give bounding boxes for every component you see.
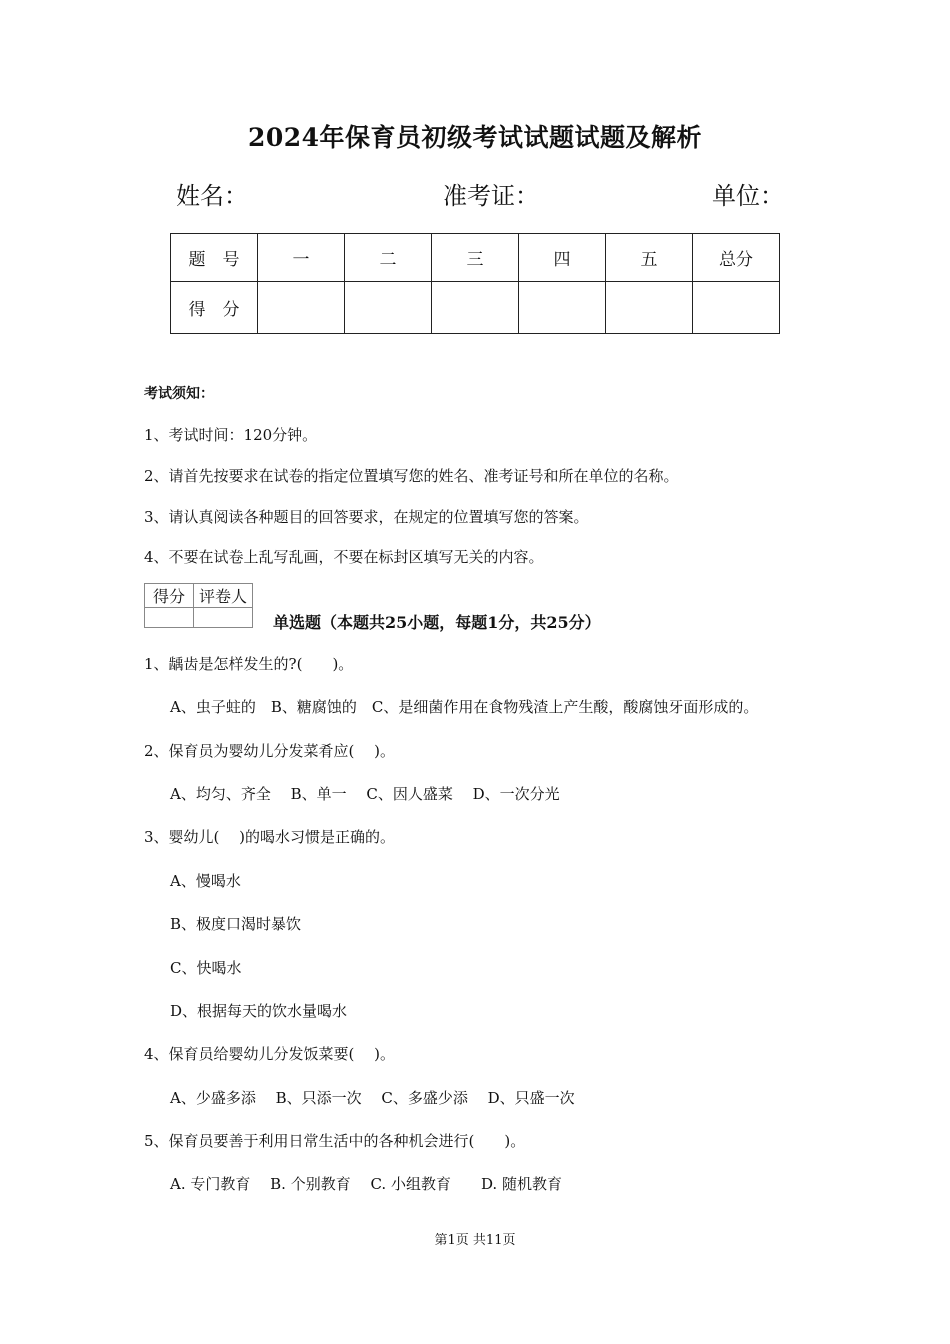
unit-label: 单位： (712, 182, 784, 210)
score-input-cell[interactable] (345, 282, 432, 334)
notes-item: 2、请首先按要求在试卷的指定位置填写您的姓名、准考证号和所在单位的名称。 (144, 467, 679, 485)
grader-name-label: 评卷人 (194, 584, 253, 608)
question-options: A、少盛多添 B、只添一次 C、多盛少添 D、只盛一次 (170, 1089, 575, 1107)
question-stem: 5、保育员要善于利用日常生活中的各种机会进行( )。 (144, 1132, 526, 1150)
question-stem: 1、龋齿是怎样发生的?( )。 (144, 655, 354, 673)
question-options: A、虫子蛀的 B、糖腐蚀的 C、是细菌作用在食物残渣上产生酸，酸腐蚀牙面形成的。 (170, 698, 759, 716)
question-option: A、慢喝水 (170, 872, 241, 890)
question-stem: 2、保育员为婴幼儿分发菜肴应( )。 (144, 742, 396, 760)
question-option: D、根据每天的饮水量喝水 (170, 1002, 348, 1020)
score-table-score-row (171, 282, 780, 334)
question-stem: 4、保育员给婴幼儿分发饭菜要( )。 (144, 1045, 396, 1063)
score-input-cell[interactable] (693, 282, 780, 334)
score-input-cell[interactable] (432, 282, 519, 334)
grader-name-cell[interactable] (194, 608, 253, 628)
score-input-cell[interactable] (258, 282, 345, 334)
question-option: B、极度口渴时暴饮 (170, 915, 302, 933)
score-table-cell: 二 (345, 234, 432, 282)
score-table-cell: 得 分 (171, 282, 258, 334)
notes-item: 3、请认真阅读各种题目的回答要求，在规定的位置填写您的答案。 (144, 508, 589, 526)
grader-score-cell[interactable] (145, 608, 194, 628)
notes-item: 1、考试时间：120分钟。 (144, 426, 318, 444)
document-title: 2024年保育员初级考试试题试题及解析 (247, 123, 703, 152)
score-table-cell: 四 (519, 234, 606, 282)
score-table-cell: 五 (606, 234, 693, 282)
score-table-header-row (171, 234, 780, 282)
notes-item: 4、不要在试卷上乱写乱画，不要在标封区填写无关的内容。 (144, 548, 544, 566)
question-options: A. 专门教育 B. 个别教育 C. 小组教育 D. 随机教育 (170, 1175, 562, 1193)
page-footer: 第1页 共11页 (434, 1233, 516, 1248)
score-table-cell: 总分 (693, 234, 780, 282)
exam-id-label: 准考证： (443, 182, 539, 210)
score-input-cell[interactable] (606, 282, 693, 334)
grader-box (144, 583, 253, 628)
question-stem: 3、婴幼儿( )的喝水习惯是正确的。 (144, 828, 396, 846)
grader-score-label: 得分 (145, 584, 194, 608)
score-table (170, 233, 780, 334)
question-option: C、快喝水 (170, 959, 242, 977)
score-table-cell: 一 (258, 234, 345, 282)
question-options: A、均匀、齐全 B、单一 C、因人盛菜 D、一次分光 (170, 785, 560, 803)
name-label: 姓名： (176, 182, 248, 210)
score-input-cell[interactable] (519, 282, 606, 334)
notes-title: 考试须知： (144, 386, 214, 402)
score-table-cell: 三 (432, 234, 519, 282)
score-table-cell: 题 号 (171, 234, 258, 282)
section-title: 单选题（本题共25小题，每题1分，共25分） (273, 613, 601, 632)
